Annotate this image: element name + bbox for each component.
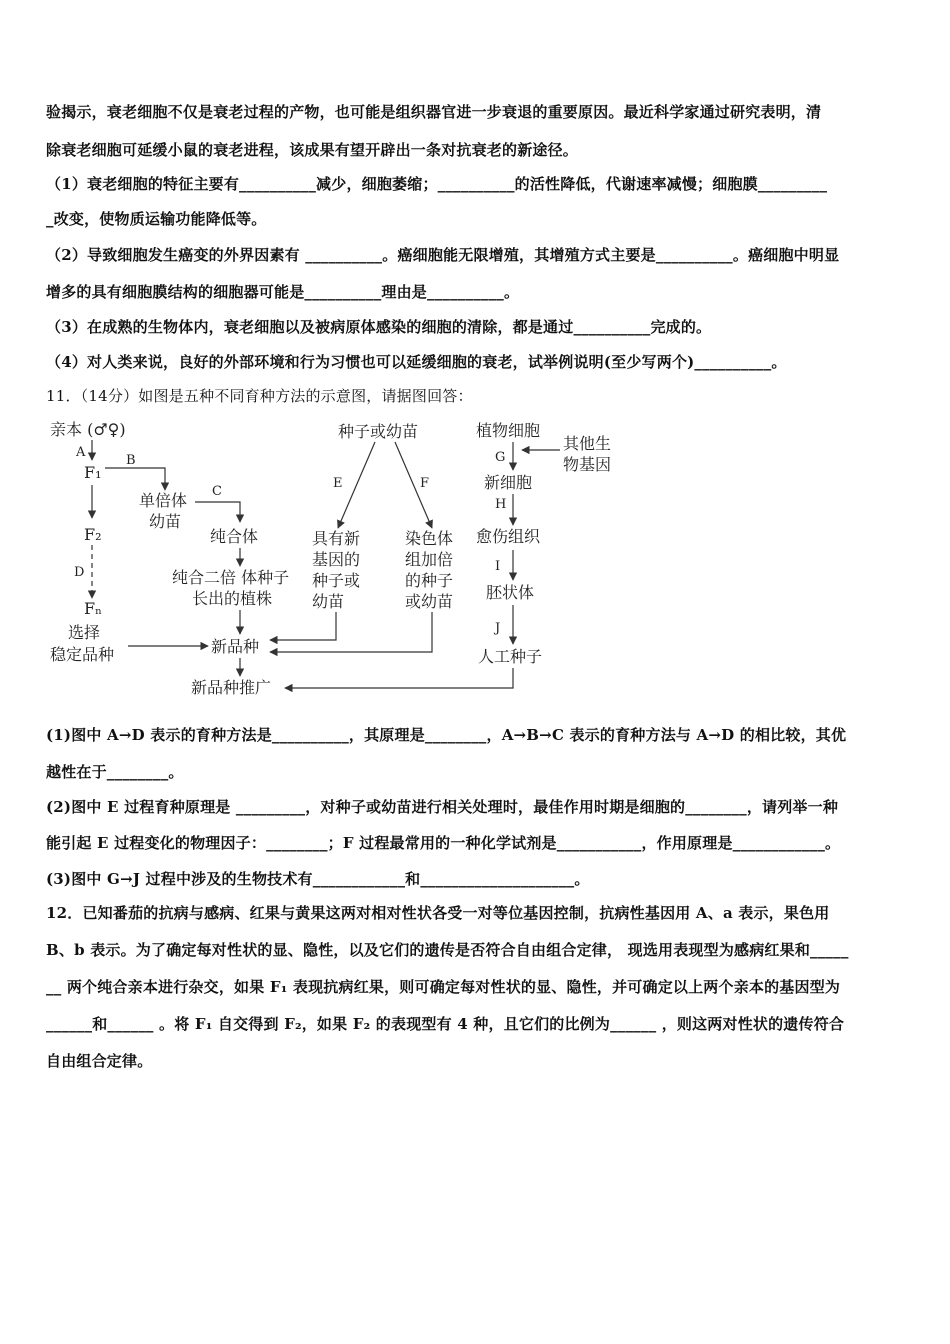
q12-line5: 自由组合定律。: [46, 1052, 153, 1070]
node-new-cell: 新细胞: [484, 473, 533, 492]
q12-line2: B、b 表示。为了确定每对性状的显、隐性，以及它们的遗传是否符合自由组合定律， 现选用表现型为感病红果和_____: [46, 941, 849, 959]
node-new-variety: 新品种: [211, 637, 260, 656]
node-promotion: 新品种推广: [191, 678, 272, 697]
q12-line4: ______和______ 。将 F₁ 自交得到 F₂，如果 F₂ 的表现型有 4 种，且它们的比例为______ ，则这两对性状的遗传符合: [46, 1015, 845, 1033]
label-I: I: [495, 559, 501, 574]
q10-part3: （3）在成熟的生物体内，衰老细胞以及被病原体感染的细胞的清除，都是通过__________完成的。: [46, 318, 712, 336]
node-artificial-seed: 人工种子: [478, 647, 543, 666]
label-J: J: [495, 621, 501, 636]
label-B: B: [126, 453, 136, 468]
node-F1: F₁: [84, 463, 102, 482]
q11-part2-line2: 能引起 E 过程变化的物理因子：________；F 过程最常用的一种化学试剂是___________，作用原理是____________。: [46, 834, 841, 852]
diagram-parent: 亲本 (♂♀): [50, 420, 126, 439]
node-chrom-4: 或幼苗: [405, 592, 454, 611]
q11-part1-line2: 越性在于________。: [46, 763, 184, 781]
node-newgene-3: 种子或: [312, 571, 361, 590]
label-H: H: [495, 497, 507, 512]
q11-part2-line1: (2)图中 E 过程育种原理是 _________，对种子或幼苗进行相关处理时，最佳作用时期是细胞的________，请列举一种: [46, 798, 839, 816]
label-F: F: [420, 476, 430, 491]
node-haploid-1: 单倍体: [139, 491, 188, 510]
node-haploid-2: 幼苗: [149, 512, 182, 531]
node-plant-cell: 植物细胞: [476, 421, 541, 440]
node-newgene-1: 具有新: [312, 529, 361, 548]
node-other-2: 物基因: [563, 455, 612, 474]
node-other-1: 其他生: [563, 434, 612, 453]
node-newgene-2: 基因的: [312, 550, 361, 569]
label-A: A: [76, 445, 86, 460]
q12-line3: __ 两个纯合亲本进行杂交，如果 F₁ 表现抗病红果，则可确定每对性状的显、隐性，并可确定以上两个亲本的基因型为: [46, 978, 841, 996]
q10-part1-line1: （1）衰老细胞的特征主要有__________减少，细胞萎缩；__________的活性降低，代谢速率减慢；细胞膜_________: [46, 175, 828, 193]
node-F2: F₂: [84, 525, 102, 544]
node-diploid-1: 纯合二倍 体种子: [172, 568, 290, 587]
q11-part3: (3)图中 G→J 过程中涉及的生物技术有____________和____________________。: [46, 870, 590, 888]
node-select-2: 稳定品种: [50, 645, 115, 664]
q11-part1-line1: (1)图中 A→D 表示的育种方法是__________，其原理是________，A→B→C 表示的育种方法与 A→D 的相比较，其优: [46, 726, 847, 744]
label-D: D: [74, 565, 85, 580]
q10-part2-line2: 增多的具有细胞膜结构的细胞器可能是__________理由是__________。: [46, 283, 520, 301]
label-G: G: [495, 450, 506, 465]
q10-part4: （4）对人类来说，良好的外部环境和行为习惯也可以延缓细胞的衰老，试举例说明(至少写两个)__________。: [46, 353, 787, 371]
node-newgene-4: 幼苗: [312, 592, 345, 611]
node-chrom-2: 组加倍: [405, 550, 454, 569]
node-diploid-2: 长出的植株: [192, 589, 273, 608]
q11-heading: 11．（14分）如图是五种不同育种方法的示意图，请据图回答：: [46, 387, 473, 405]
node-embryoid: 胚状体: [486, 583, 535, 602]
intro-line-2: 除衰老细胞可延缓小鼠的衰老进程，该成果有望开辟出一条对抗衰老的新途径。: [46, 141, 579, 159]
node-seed: 种子或幼苗: [338, 422, 419, 441]
q10-part1-line2: _改变，使物质运输功能降低等。: [46, 210, 267, 228]
q10-part2-line1: （2）导致细胞发生癌变的外界因素有 __________。癌细胞能无限增殖，其增殖方式主要是__________。癌细胞中明显: [46, 246, 840, 264]
node-chrom-1: 染色体: [405, 529, 454, 548]
node-homozygote: 纯合体: [210, 527, 259, 546]
node-Fn: Fₙ: [84, 599, 103, 618]
label-E: E: [333, 476, 343, 491]
node-callus: 愈伤组织: [476, 527, 541, 546]
label-C: C: [212, 484, 222, 499]
node-chrom-3: 的种子: [405, 571, 454, 590]
node-select-1: 选择: [68, 623, 101, 642]
intro-line-1: 验揭示，衰老细胞不仅是衰老过程的产物，也可能是组织器官进一步衰退的重要原因。最近科学家通过研究表明，清: [46, 103, 822, 121]
q12-line1: 12．已知番茄的抗病与感病、红果与黄果这两对相对性状各受一对等位基因控制，抗病性基因用 A、a 表示，果色用: [46, 904, 830, 922]
